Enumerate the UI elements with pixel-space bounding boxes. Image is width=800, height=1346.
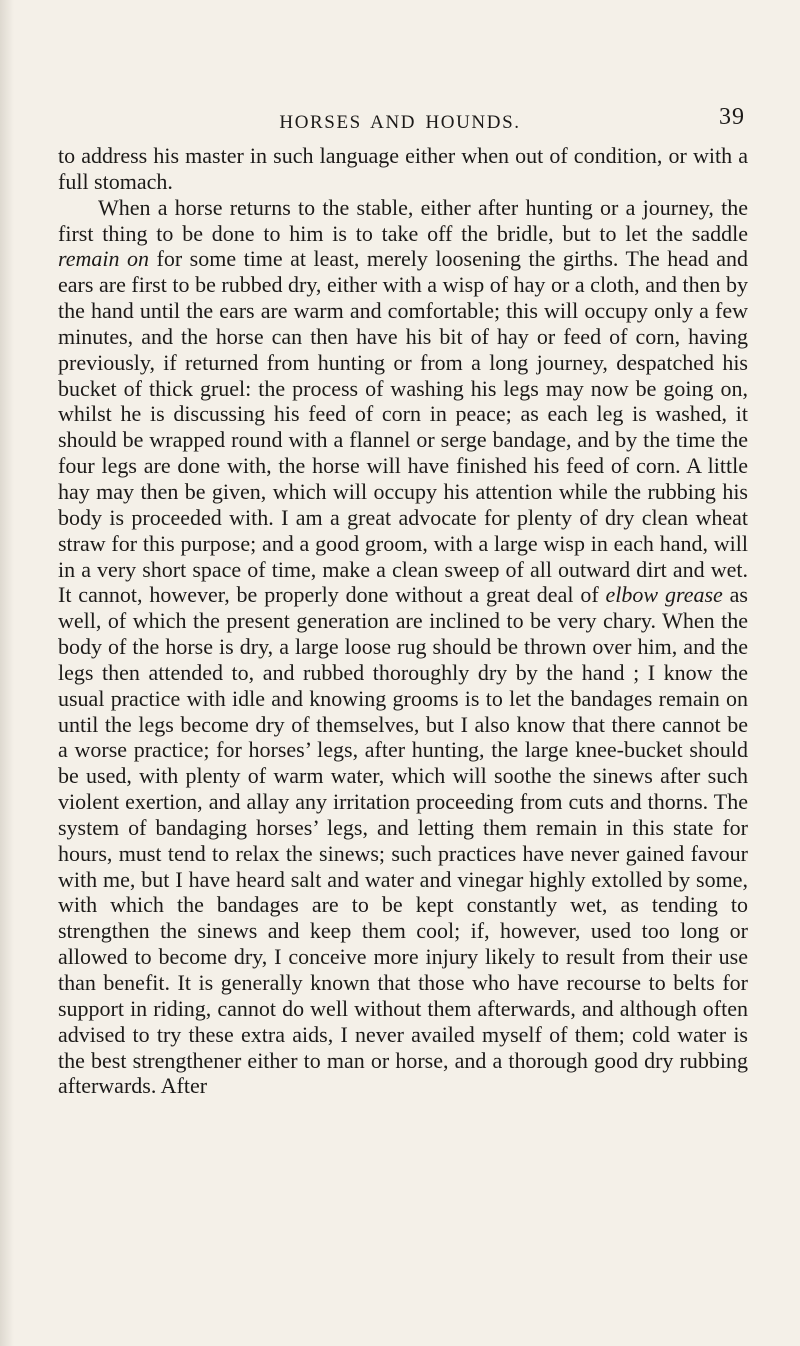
running-head: HORSES AND HOUNDS. bbox=[279, 112, 521, 133]
paragraph-text-segment: When a horse returns to the stable, either after hunting or a journey, the first thing to be done to him is to take off the bridle, but to let the saddle bbox=[58, 194, 748, 246]
paragraph-continuation: to address his master in such language either when out of condition, or with a full stomach. bbox=[58, 143, 748, 194]
page-edge-shadow bbox=[0, 0, 14, 1346]
italic-phrase-remain-on: remain on bbox=[58, 246, 150, 272]
body-text bbox=[58, 143, 748, 1099]
paragraph-text-segment: as well, of which the present generation are inclined to be very chary. When the body of the horse is dry, a large loose rug should be thrown over him, and the legs then attended to, and rubbed thoroughly dry by the hand ; I know the usual practice with idle and knowing grooms is to let the bandages remain on until the legs become dry of themselves, but I also know that there cannot be a worse practice; for horses’ legs, after hunting, the large knee-bucket should be used, with plenty of warm water, which will soothe the sinews after such violent exertion, and allay any irritation proceeding from cuts and thorns. The system of bandaging horses’ legs, and letting them remain in this state for hours, must tend to relax the sinews; such practices have never gained favour with me, but I have heard salt and water and vinegar highly extolled by some, with which the bandages are to be kept constantly wet, as tending to strengthen the sinews and keep them cool; if, however, used too long or allowed to become dry, I conceive more injury likely to result from their use than benefit. It is generally known that those who have recourse to belts for support in riding, cannot do well without them afterwards, and although often advised to try these extra aids, I never availed myself of them; cold water is the best strengthener either to man or horse, and a thorough good dry rubbing afterwards. After bbox=[58, 582, 748, 1099]
paragraph-text-segment: for some time at least, merely loosening the girths. The head and ears are first to be rubbed dry, either with a wisp of hay or a cloth, and then by the hand until the ears are warm and comfortable; this will occupy only a few minutes, and the horse can then have his bit of hay or feed of corn, having previously, if returned from hunting or from a long journey, despatched his bucket of thick gruel: the process of washing his legs may now be going on, whilst he is discussing his feed of corn in peace; as each leg is washed, it should be wrapped round with a flannel or serge bandage, and by the time the four legs are done with, the horse will have finished his feed of corn. A little hay may then be given, which will occupy his attention while the rubbing his body is proceeded with. I am a great advocate for plenty of dry clean wheat straw for this purpose; and a good groom, with a large wisp in each hand, will in a very short space of time, make a clean sweep of all outward dirt and wet. It cannot, however, be properly done without a great deal of bbox=[58, 246, 749, 608]
italic-phrase-elbow-grease: elbow grease bbox=[605, 582, 723, 608]
page-number: 39 bbox=[719, 104, 745, 130]
paragraph-stable-care bbox=[58, 195, 748, 1100]
